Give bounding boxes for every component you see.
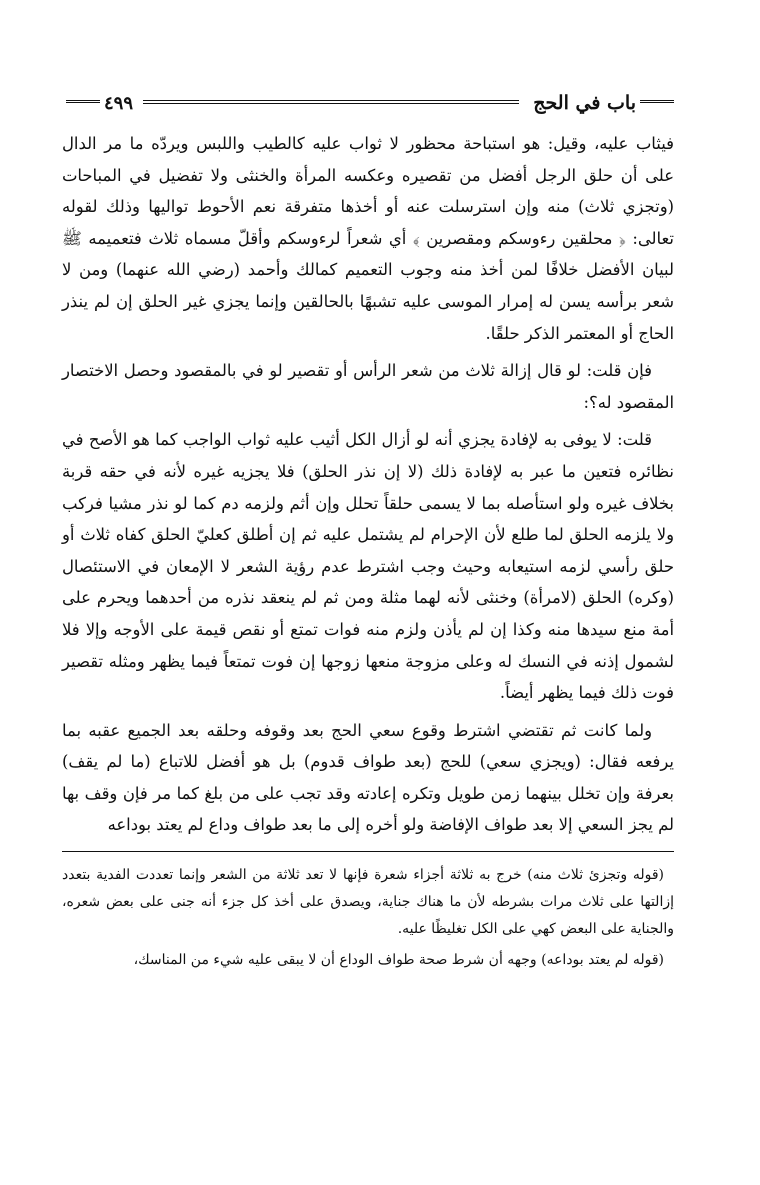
paragraph-1: فيثاب عليه، وقيل: هو استباحة محظور لا ثواب عليه كالطيب واللبس ويردّه ما مر الدال على أن حلق الرجل أفضل من تقصيره وعكسه المرأة والخنثى ولا تفضيل في المباحات (وتجزي ثلاث) منه وإن استرسلت عنه أو أخذها متفرقة نعم الأحوط تواليها وذلك لقوله تعالى: ﴿ محلقين رءوسكم ومقصرين ﴾ أي شعراً لرءوسكم وأقلّ مسماه ثلاث فتعميمه ﷺ لبيان الأفضل خلافًا لمن أخذ منه وجوب التعميم كمالك وأحمد (رضي الله عنهما) ومن لا شعر برأسه يسن له إمرار الموسى عليه تشبهًا بالحالقين وإنما يجزي غير الحلق إن لم ينذر الحاج أو المعتمر الذكر حلقًا. xyxy=(62,134,674,343)
paragraph-2: فإن قلت: لو قال إزالة ثلاث من شعر الرأس أو تقصير لو في بالمقصود وحصل الاختصار المقصود له؟: xyxy=(62,361,674,412)
footnote-2: (قوله لم يعتد بوداعه) وجهه أن شرط صحة طواف الوداع أن لا يبقى عليه شيء من المناسك، xyxy=(133,952,664,969)
book-page xyxy=(62,90,674,978)
page-number: ٤٩٩ xyxy=(104,92,134,114)
header-rule-middle xyxy=(143,100,519,107)
footnote-divider xyxy=(62,851,674,852)
header-rule-right xyxy=(640,100,674,106)
paragraph-3: قلت: لا يوفى به لإفادة يجزي أنه لو أزال الكل أثيب عليه ثواب الواجب كما هو الأصح في نظائره فتعين ما عبر به لإفادة ذلك (لا إن نذر الحلق) فلا يجزيه غيره لأنه في حقه قربة بخلاف غيره ولو استأصله بما لا يسمى حلقاً تحلل وإن أثم ولزمه دم كما لو نذر مشيا فركب ولا يلزمه الحلق لما طلع لأن الإحرام لم يشتمل عليه ثم إن أطلق كعليّ الحلق كفاه ثلاث أو حلق رأسي لزمه استيعابه وحيث وجب اشترط عدم رؤية الشعر لا الإمعان في الاستئصال (وكره) الحلق (لامرأة) وخنثى لأنه لهما مثلة ومن ثم لم ينعقد نذره من أحدهما ويحرم على أمة منع سيدها منه وكذا إن لم يأذن ولزم منه فوات تمتع أو نقص قيمة على الأوجه وإلا فلا لشمول إذنه في النسك له وعلى مزوجة منعها زوجها إن فوت تمتعاً فيما يظهر ومثله تقصير فوت ذلك فيما يظهر أيضاً. xyxy=(62,430,674,703)
chapter-title: باب في الحج xyxy=(533,92,636,114)
footnotes xyxy=(62,862,674,974)
paragraph-4: ولما كانت ثم تقتضي اشترط وقوع سعي الحج بعد وقوفه وحلقه بعد الجميع عقبه بما يرفعه فقال: (ويجزي سعي) للحج (بعد طواف قدوم) بل هو أفضل للاتباع (ما لم يقف) بعرفة وإن تخلل بينهما زمن طويل وتكره إعادته وقد تجب على من بلغ كما مر فإن وقف بها لم يجز السعي إلا بعد طواف الإفاضة ولو أخره إلى ما بعد طواف وداع لم يعتد بوداعه xyxy=(62,720,674,835)
footnote-1: (قوله وتجزئ ثلاث منه) خرج به ثلاثة أجزاء شعرة فإنها لا تعد ثلاثة من الشعر وإنما تعددت الفدية بتعدد إزالتها على ثلاث مرات بشرطه لأن ما هناك جناية، ويصدق على أخذ كل جزء أنه جنى على بعض شعره، والجناية على البعض كهي على الكل تغليظًا عليه. xyxy=(62,867,674,938)
running-header xyxy=(62,90,674,116)
main-text xyxy=(62,128,674,841)
header-rule-left xyxy=(66,100,100,106)
